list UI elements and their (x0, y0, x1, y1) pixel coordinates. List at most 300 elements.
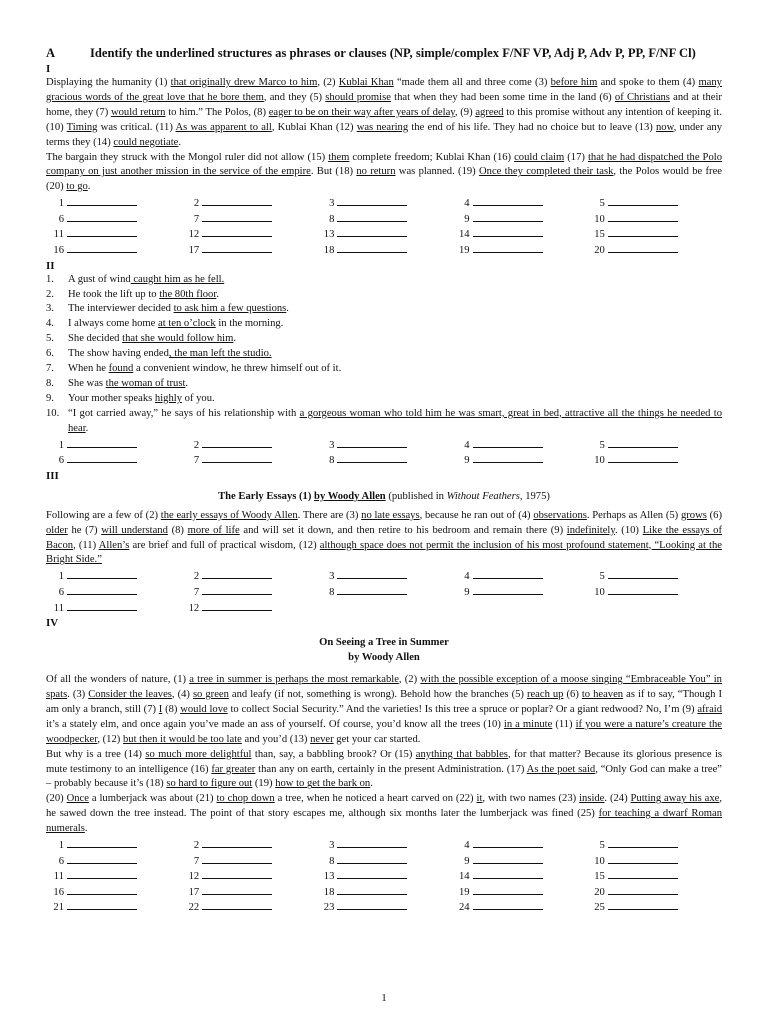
answer-line[interactable] (337, 196, 407, 206)
answer-line[interactable] (337, 243, 407, 253)
underlined-structure: As the poet said (526, 763, 596, 775)
underlined-structure: never (310, 733, 334, 745)
plain-text: , (9) (454, 106, 476, 118)
underlined-structure: will understand (101, 524, 168, 536)
answer-line[interactable] (608, 900, 678, 910)
sentence-text (68, 317, 722, 332)
answer-line[interactable] (337, 438, 407, 448)
essay-title-end: , 1975) (519, 490, 550, 502)
plain-text: . There are (3) (297, 509, 362, 521)
plain-text: it’s a stately elm, and once again you’ve made an ass of yourself. Of course, you’d know all the trees (10) (46, 718, 504, 730)
answer-line[interactable] (337, 453, 407, 463)
answer-line[interactable] (67, 227, 137, 237)
answer-number: 1 (58, 840, 64, 852)
underlined-structure: that he had dispatched the Polo company on just another mission in the service of the empire (46, 151, 722, 178)
answer-line[interactable] (337, 854, 407, 864)
answer-number: 19 (459, 886, 470, 898)
plain-text: The interviewer decided (68, 303, 174, 315)
answer-number: 9 (464, 855, 470, 867)
sentence-item (46, 288, 722, 303)
plain-text: a lumberjack was about (21) (88, 793, 217, 805)
underlined-structure: to chop down (216, 793, 275, 805)
answer-blank[interactable] (452, 869, 587, 885)
answer-number: 6 (58, 586, 64, 598)
answer-grid-ii (46, 438, 722, 469)
answer-blank[interactable] (587, 212, 722, 228)
answer-line[interactable] (608, 438, 678, 448)
answer-blank[interactable] (587, 196, 722, 212)
answer-line[interactable] (608, 838, 678, 848)
answer-line[interactable] (67, 900, 137, 910)
answer-line[interactable] (608, 196, 678, 206)
answer-line[interactable] (473, 227, 543, 237)
section-label-iv: IV (46, 617, 59, 630)
plain-text: , (4) (171, 689, 193, 700)
answer-number: 5 (599, 571, 605, 583)
answer-line[interactable] (337, 569, 407, 579)
answer-line[interactable] (202, 227, 272, 237)
answer-number: 4 (464, 571, 470, 583)
answer-blank[interactable] (46, 869, 181, 885)
answer-line[interactable] (608, 453, 678, 463)
underlined-structure: would return (110, 106, 166, 118)
plain-text: . But (18) (310, 166, 357, 178)
answer-line[interactable] (473, 438, 543, 448)
plain-text: (11) (552, 718, 576, 730)
answer-line[interactable] (67, 453, 137, 463)
answer-blank[interactable] (587, 854, 722, 870)
answer-number: 9 (464, 586, 470, 598)
section-label-i: I (46, 63, 51, 75)
answer-blank[interactable] (587, 569, 722, 585)
answer-number: 10 (594, 855, 605, 867)
answer-blank[interactable] (452, 196, 587, 212)
answer-line[interactable] (337, 838, 407, 848)
answer-number: 13 (323, 229, 335, 241)
underlined-structure: Like the essays of Bacon (46, 524, 722, 551)
exercise-instruction: Identify the underlined structures as phrases or clauses (NP, simple/complex F/NF VP, Adj P, Adv P, PP, F/NF Cl) (90, 46, 696, 60)
sentence-item (46, 347, 722, 362)
plain-text: to this promise without any intention of keeping it. (10) (46, 106, 722, 133)
answer-line[interactable] (608, 569, 678, 579)
plain-text: . (87, 181, 91, 193)
answer-line[interactable] (67, 585, 137, 595)
plain-text: and at their home, they (7) (46, 91, 722, 118)
underlined-structure: to heaven (581, 689, 624, 700)
answer-number: 3 (329, 198, 335, 210)
answer-number: 13 (323, 871, 335, 883)
answer-blank[interactable] (587, 227, 722, 243)
answer-number: 11 (53, 602, 64, 614)
plain-text: a tree, when he noticed a heart carved on (22) (274, 793, 477, 805)
underlined-structure: how to get the bark on (275, 778, 371, 790)
plain-text: . (216, 288, 219, 300)
answer-blank[interactable] (181, 243, 316, 259)
sentence-number: 4. (46, 318, 54, 330)
answer-number: 18 (323, 245, 335, 257)
essay-title-iii (46, 490, 722, 505)
section-i-paragraph-1 (46, 76, 722, 151)
plain-text: a convenient window, he threw himself out of it. (133, 363, 342, 375)
answer-number: 20 (594, 245, 605, 257)
answer-line[interactable] (202, 838, 272, 848)
underlined-structure: for teaching a dwarf Roman numerals (46, 808, 722, 835)
answer-line[interactable] (608, 854, 678, 864)
answer-blank[interactable] (46, 885, 181, 901)
plain-text: and leafy (if not, something is wrong). Behold how the branches (5) (228, 689, 527, 700)
section-iii-paragraph (46, 509, 722, 569)
plain-text: than, say, a babbling brook? Or (15) (251, 748, 416, 760)
underlined-structure: inside (579, 793, 605, 805)
answer-blank[interactable] (587, 838, 722, 854)
answer-blank[interactable] (181, 869, 316, 885)
plain-text: and will set it down, and then retire to his bedroom and remain there (9) (239, 524, 567, 536)
answer-blank[interactable] (587, 585, 722, 601)
answer-line[interactable] (67, 438, 137, 448)
answer-line[interactable] (202, 885, 272, 895)
plain-text: . (10) (614, 524, 643, 536)
answer-line[interactable] (473, 453, 543, 463)
plain-text: and you’d (13) (241, 733, 311, 745)
underlined-structure: to go (66, 181, 88, 193)
answer-line[interactable] (67, 212, 137, 222)
sentence-text (68, 302, 722, 317)
section-iv-paragraph-3 (46, 792, 722, 837)
underlined-structure: would love (180, 703, 228, 715)
answer-blank[interactable] (181, 900, 316, 916)
answer-blank[interactable] (452, 900, 587, 916)
underlined-structure: could negotiate (113, 136, 179, 148)
answer-line[interactable] (337, 212, 407, 222)
answer-blank[interactable] (587, 869, 722, 885)
plain-text: He took the lift up to (68, 288, 160, 300)
sentence-item (46, 302, 722, 317)
underlined-structure: that she would follow him (122, 333, 234, 345)
answer-line[interactable] (67, 196, 137, 206)
answer-number: 9 (464, 213, 470, 225)
answer-number: 4 (464, 198, 470, 210)
answer-blank[interactable] (46, 601, 181, 617)
plain-text: But why is a tree (14) (46, 748, 146, 760)
essay-author-iv: by Woody Allen (348, 652, 420, 664)
sentence-text (68, 377, 722, 392)
plain-text: , with two names (23) (482, 793, 580, 805)
underlined-structure: no late essays (361, 509, 420, 521)
answer-blank[interactable] (452, 243, 587, 259)
answer-line[interactable] (202, 569, 272, 579)
answer-line[interactable] (202, 438, 272, 448)
answer-number: 5 (599, 439, 605, 451)
answer-line[interactable] (202, 212, 272, 222)
answer-blank[interactable] (46, 838, 181, 854)
answer-line[interactable] (608, 243, 678, 253)
sentence-list-ii (46, 273, 722, 437)
answer-blank[interactable] (181, 854, 316, 870)
underlined-structure: agreed (475, 106, 504, 118)
answer-number: 18 (323, 886, 335, 898)
answer-number: 20 (594, 886, 605, 898)
sentence-number: 8. (46, 377, 54, 389)
sentence-number: 10. (46, 407, 60, 419)
answer-number: 7 (193, 855, 200, 867)
answer-number: 2 (193, 439, 200, 451)
answer-line[interactable] (473, 885, 543, 895)
answer-number: 8 (329, 455, 335, 467)
section-iv-paragraph-2 (46, 748, 722, 793)
plain-text: . (3) (67, 689, 89, 700)
plain-text: The bargain they struck with the Mongol ruler did not allow (15) (46, 151, 329, 163)
answer-number: 16 (53, 886, 64, 898)
answer-number: 17 (188, 886, 200, 898)
answer-blank[interactable] (181, 585, 316, 601)
answer-blank[interactable] (181, 212, 316, 228)
exercise-header (46, 45, 722, 61)
answer-line[interactable] (202, 453, 272, 463)
answer-grid-i (46, 196, 722, 258)
answer-line[interactable] (608, 869, 678, 879)
answer-blank[interactable] (452, 854, 587, 870)
essay-title-post: (published in (385, 490, 447, 502)
plain-text: , (11) (73, 539, 99, 551)
answer-blank[interactable] (452, 585, 587, 601)
underlined-structure: caught him as he fell. (130, 273, 225, 285)
sentence-number: 3. (46, 303, 54, 315)
answer-blank[interactable] (46, 227, 181, 243)
answer-line[interactable] (608, 885, 678, 895)
answer-blank[interactable] (181, 838, 316, 854)
answer-blank[interactable] (46, 196, 181, 212)
plain-text: , for that matter? Because its glorious presence is mute testimony to an intelligence (16) (46, 748, 723, 775)
answer-line[interactable] (202, 854, 272, 864)
answer-blank[interactable] (587, 438, 722, 454)
answer-number: 11 (53, 229, 64, 241)
sentence-text (68, 288, 722, 303)
plain-text: and spoke to them (4) (597, 77, 699, 88)
answer-number: 21 (53, 902, 64, 914)
answer-blank[interactable] (316, 885, 451, 901)
answer-line[interactable] (67, 869, 137, 879)
sentence-item (46, 332, 722, 347)
essay-title-author: by Woody Allen (314, 490, 386, 502)
answer-line[interactable] (67, 601, 137, 611)
answer-blank[interactable] (181, 453, 316, 469)
answer-blank[interactable] (452, 438, 587, 454)
answer-blank[interactable] (316, 196, 451, 212)
answer-line[interactable] (67, 854, 137, 864)
answer-number: 2 (193, 571, 200, 583)
plain-text: . (185, 377, 189, 389)
answer-blank[interactable] (316, 869, 451, 885)
underlined-structure: Consider the leaves (88, 689, 172, 700)
plain-text: Of all the wonders of nature, (1) (46, 674, 190, 686)
answer-blank[interactable] (181, 196, 316, 212)
answer-blank[interactable] (181, 569, 316, 585)
answer-line[interactable] (337, 885, 407, 895)
answer-line[interactable] (473, 900, 543, 910)
answer-line[interactable] (473, 854, 543, 864)
answer-blank[interactable] (316, 854, 451, 870)
answer-number: 4 (464, 439, 470, 451)
answer-line[interactable] (473, 196, 543, 206)
answer-blank[interactable] (181, 885, 316, 901)
answer-number: 6 (58, 213, 64, 225)
page-number: 1 (381, 992, 387, 1004)
underlined-structure: afraid (697, 703, 723, 715)
underlined-structure: them (328, 151, 350, 163)
underlined-structure: so green (192, 689, 229, 700)
plain-text: When he (68, 363, 109, 375)
underlined-structure: older (46, 524, 68, 536)
answer-blank[interactable] (316, 243, 451, 259)
underlined-structure: Once they completed their task (479, 166, 614, 178)
plain-text: , under any terms they (14) (46, 121, 723, 148)
answer-blank[interactable] (181, 601, 316, 617)
answer-blank[interactable] (316, 900, 451, 916)
answer-blank[interactable] (316, 438, 451, 454)
underlined-structure: Allen’s (98, 539, 130, 551)
plain-text: (6) (706, 509, 722, 521)
plain-text: (17) (564, 151, 588, 163)
sentence-number: 7. (46, 363, 54, 375)
plain-text: get your car started. (333, 733, 421, 745)
underlined-structure: highly (154, 392, 182, 404)
underlined-structure: Kublai Khan (338, 77, 394, 88)
answer-line[interactable] (202, 196, 272, 206)
answer-number: 25 (594, 902, 605, 914)
sentence-number: 6. (46, 348, 54, 360)
answer-line[interactable] (202, 900, 272, 910)
answer-blank[interactable] (46, 453, 181, 469)
answer-blank[interactable] (587, 243, 722, 259)
answer-blank[interactable] (452, 227, 587, 243)
plain-text: to him.” The Polos, (8) (165, 106, 269, 118)
answer-number: 8 (329, 855, 335, 867)
underlined-structure: As was apparent to all (175, 121, 272, 133)
underlined-structure: of Christians (614, 91, 670, 103)
answer-line[interactable] (608, 585, 678, 595)
underlined-structure: could claim (514, 151, 565, 163)
underlined-structure: but then it would be too late (122, 733, 242, 745)
answer-line[interactable] (202, 243, 272, 253)
plain-text: She was (68, 377, 106, 389)
answer-line[interactable] (337, 869, 407, 879)
answer-blank[interactable] (452, 569, 587, 585)
underlined-structure: should promise (325, 91, 391, 103)
answer-number: 7 (193, 586, 200, 598)
answer-blank[interactable] (46, 212, 181, 228)
answer-blank[interactable] (316, 585, 451, 601)
underlined-structure: a gorgeous woman who told him he was smart, great in bed, attractive all the things he needed to hear (68, 407, 722, 434)
answer-blank[interactable] (316, 212, 451, 228)
underlined-structure: now (656, 121, 674, 133)
answer-number: 1 (58, 198, 64, 210)
answer-blank[interactable] (587, 885, 722, 901)
plain-text: , “Only God can make a tree” – probably because it’s (18) (46, 763, 722, 790)
answer-blank[interactable] (316, 838, 451, 854)
answer-line[interactable] (202, 869, 272, 879)
sentence-number: 2. (46, 288, 54, 300)
answer-line[interactable] (473, 838, 543, 848)
answer-number: 10 (594, 455, 605, 467)
section-i-paragraph-2 (46, 151, 722, 196)
answer-line[interactable] (608, 212, 678, 222)
answer-number: 3 (329, 439, 335, 451)
answer-line[interactable] (67, 838, 137, 848)
answer-blank[interactable] (46, 585, 181, 601)
answer-number: 14 (459, 871, 470, 883)
plain-text: A gust of wind (68, 273, 131, 285)
answer-line[interactable] (473, 569, 543, 579)
answer-blank[interactable] (452, 212, 587, 228)
plain-text: Your mother speaks (68, 392, 155, 404)
answer-number: 12 (188, 871, 200, 883)
underlined-structure: a tree in summer is perhaps the most remarkable (189, 674, 399, 686)
plain-text: “made them all and three come (3) (393, 77, 551, 88)
plain-text: are brief and full of practical wisdom, (12) (129, 539, 320, 551)
answer-line[interactable] (202, 601, 272, 611)
answer-line[interactable] (337, 900, 407, 910)
answer-line[interactable] (202, 585, 272, 595)
sentence-number: 1. (46, 273, 54, 285)
answer-blank[interactable] (587, 900, 722, 916)
plain-text: , (2) (398, 674, 421, 686)
answer-line[interactable] (67, 243, 137, 253)
answer-blank[interactable] (452, 885, 587, 901)
answer-line[interactable] (473, 869, 543, 879)
answer-line[interactable] (337, 227, 407, 237)
section-iv-paragraph-1 (46, 673, 722, 748)
underlined-structure: anything that babbles (415, 748, 508, 760)
answer-number: 10 (594, 586, 605, 598)
answer-line[interactable] (67, 569, 137, 579)
answer-blank[interactable] (316, 569, 451, 585)
sentence-item (46, 407, 722, 437)
answer-blank[interactable] (181, 227, 316, 243)
answer-number: 10 (594, 213, 605, 225)
plain-text: . (286, 303, 289, 315)
answer-number: 3 (329, 571, 335, 583)
answer-blank[interactable] (181, 438, 316, 454)
answer-blank[interactable] (46, 438, 181, 454)
answer-blank[interactable] (46, 569, 181, 585)
answer-blank[interactable] (452, 838, 587, 854)
answer-line[interactable] (473, 585, 543, 595)
answer-line[interactable] (337, 585, 407, 595)
answer-line[interactable] (608, 227, 678, 237)
answer-blank[interactable] (316, 453, 451, 469)
answer-line[interactable] (473, 243, 543, 253)
underlined-structure: was nearing (356, 121, 409, 133)
plain-text: . (85, 422, 89, 434)
answer-blank[interactable] (587, 453, 722, 469)
underlined-structure: Putting away his axe (630, 793, 720, 805)
answer-blank[interactable] (46, 854, 181, 870)
answer-blank[interactable] (316, 227, 451, 243)
answer-number: 5 (599, 840, 605, 852)
answer-line[interactable] (473, 212, 543, 222)
answer-blank[interactable] (46, 900, 181, 916)
plain-text: of you. (182, 392, 215, 404)
answer-line[interactable] (67, 885, 137, 895)
plain-text: in the morning. (215, 318, 284, 330)
answer-blank[interactable] (46, 243, 181, 259)
plain-text: . (370, 778, 373, 790)
sentence-number: 5. (46, 333, 54, 345)
sentence-text (68, 273, 722, 288)
plain-text: than any on earth, certainly in the present Administration. (17) (255, 763, 527, 775)
answer-blank[interactable] (452, 453, 587, 469)
underlined-structure: reach up (526, 689, 564, 700)
